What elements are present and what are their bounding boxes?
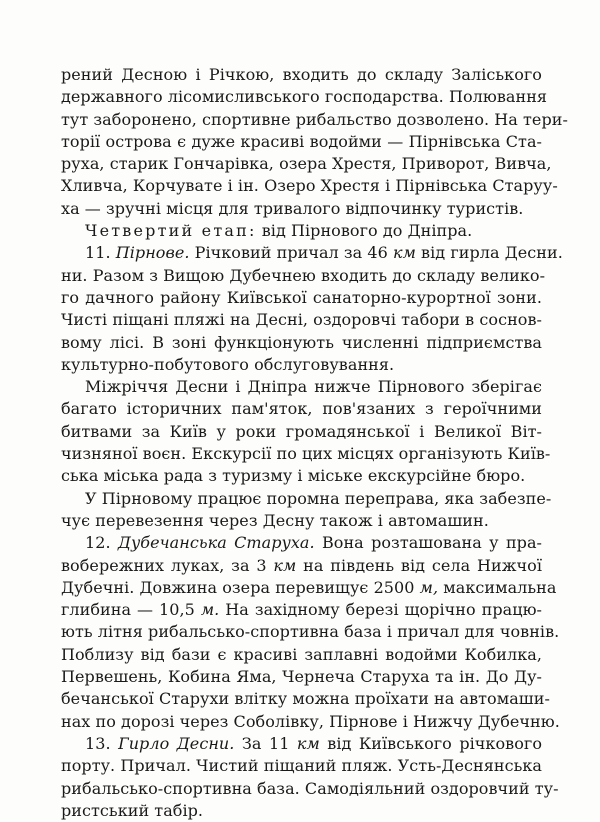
text-line [61, 376, 542, 398]
text-run: руха, старик Гончарівка, озера Хрестя, Приворот, Вивча, [61, 154, 552, 174]
text-run: від гирла Десни. [415, 243, 563, 263]
italic-run: м. [200, 600, 220, 620]
text-line [61, 109, 568, 131]
text-line [61, 175, 558, 197]
italic-run: Пірнове. [115, 243, 190, 263]
paragraph [61, 376, 551, 487]
text-line [61, 577, 557, 599]
text-run: вобережних луках, за 3 [61, 555, 274, 575]
text-line [61, 153, 552, 175]
text-run: ська міська рада з туризму і міське екскурсійне бюро. [61, 466, 526, 486]
text-run: Міжріччя Десни і Дніпра нижче Пірнового зберігає [85, 377, 542, 397]
text-line [61, 666, 542, 688]
text-run: Поблизу від бази є красиві заплавні водойми Кобилка, [61, 644, 542, 664]
text-run: У Пірновому працює поромна переправа, яка забезпе- [85, 488, 552, 508]
text-run: вому лісі. В зоні функціонують численні підприємства [61, 332, 542, 352]
text-line [61, 443, 551, 465]
text-line [61, 220, 542, 242]
paragraph [61, 64, 568, 220]
text-run: ни. Разом з Вищою Дубечнею входить до складу велико- [61, 265, 546, 285]
paragraph [61, 733, 559, 822]
text-run: Вона розташована у пра- [314, 533, 543, 553]
text-run: чизняної воєн. Екскурсії по цих місцях організують Київ- [61, 444, 551, 464]
text-run: тут заборонено, спортивне рибальство дозволено. На тери- [61, 109, 568, 129]
italic-run: Гирло Десни. [118, 733, 235, 753]
text-run: го дачного району Київської санаторно-курортної зони. [61, 287, 542, 307]
paragraph [61, 242, 563, 376]
text-run: ристський табір. [61, 800, 204, 820]
text-line [61, 398, 542, 420]
text-line [61, 644, 542, 666]
text-line [61, 309, 542, 331]
text-line [61, 465, 542, 487]
text-line [61, 510, 542, 532]
text-run: глибина — 10,5 [61, 600, 201, 620]
text-run: бечанської Старухи влітку можна проїхати на автомаши- [61, 689, 550, 709]
text-run: Хливча, Корчувате і ін. Озеро Хрестя і Пірнівська Старуу- [61, 176, 558, 196]
text-run: культурно-побутового обслуговування. [61, 354, 395, 374]
text-line [61, 86, 548, 108]
text-line [61, 532, 542, 554]
text-line [61, 688, 550, 710]
text-run: від Пірнового до Дніпра. [256, 221, 473, 241]
text-run: ха — зручні місця для тривалого відпочинку туристів. [61, 198, 524, 218]
text-run: 11. [85, 243, 116, 263]
text-line [61, 242, 563, 264]
text-run: державного лісомисливського господарства. Полювання [61, 87, 548, 107]
text-run: Дубечні. Довжина озера перевищує 2500 [61, 577, 420, 597]
text-run: Чисті піщані пляжі на Десні, оздоровчі табори в соснов- [61, 310, 542, 330]
text-line [61, 800, 542, 822]
text-run: 13. [85, 733, 119, 753]
text-line [61, 64, 542, 86]
text-line [61, 621, 560, 643]
text-run: Первешень, Кобина Яма, Чернеча Старуха та ін. До Ду- [61, 667, 542, 687]
paragraph [61, 220, 542, 242]
text-line [61, 733, 542, 755]
text-run: рений Десною і Річкою, входить до складу Заліського [61, 65, 542, 84]
text-line [61, 599, 542, 621]
text-line [61, 711, 560, 733]
italic-run: км [296, 733, 320, 753]
text-line [61, 332, 542, 354]
italic-run: м, [419, 577, 439, 597]
text-line [61, 198, 542, 220]
text-line [61, 488, 552, 510]
italic-run: км [393, 243, 416, 263]
text-run: ють літня рибальсько-спортивна база і причал для човнів. [61, 622, 560, 642]
text-run: чує перевезення через Десну також і автомашин. [61, 510, 489, 530]
text-line [61, 778, 559, 800]
text-run: Четвертий етап: [85, 221, 257, 241]
text-run: рибальсько-спортивна база. Самодіяльний оздоровчий ту- [61, 778, 559, 798]
text-line [61, 287, 542, 309]
italic-run: км [273, 555, 297, 575]
text-run: порту. Причал. Чистий піщаний пляж. Усть-Деснянська [61, 756, 542, 776]
text-run: торії острова є дуже красиві водойми — Пірнівська Ста- [61, 131, 542, 151]
text-run: від Київського річкового [319, 733, 543, 753]
italic-run: Дубечанська Старуха. [117, 533, 315, 553]
text-run: нах по дорозі через Соболівку, Пірнове і Нижчу Дубечню. [61, 711, 560, 731]
text-run: на південь від села Нижчої [296, 555, 542, 575]
text-line [61, 354, 542, 376]
text-line [61, 131, 542, 153]
text-run: Річковий причал за 46 [189, 243, 393, 263]
text-run: багато історичних пам'яток, пов'язаних з героїчними [61, 399, 542, 419]
text-line [61, 265, 546, 287]
text-line [61, 755, 542, 777]
text-run: 12. [85, 533, 118, 553]
paragraph [61, 488, 552, 533]
text-run: На західному березі щорічно працю- [219, 600, 543, 620]
text-line [61, 421, 542, 443]
text-run: За 11 [234, 733, 297, 753]
text-line [61, 555, 542, 577]
text-run: битвами за Київ у роки громадянської і Великої Віт- [61, 421, 542, 441]
text-run: максимальна [438, 577, 557, 597]
paragraph [61, 532, 560, 733]
